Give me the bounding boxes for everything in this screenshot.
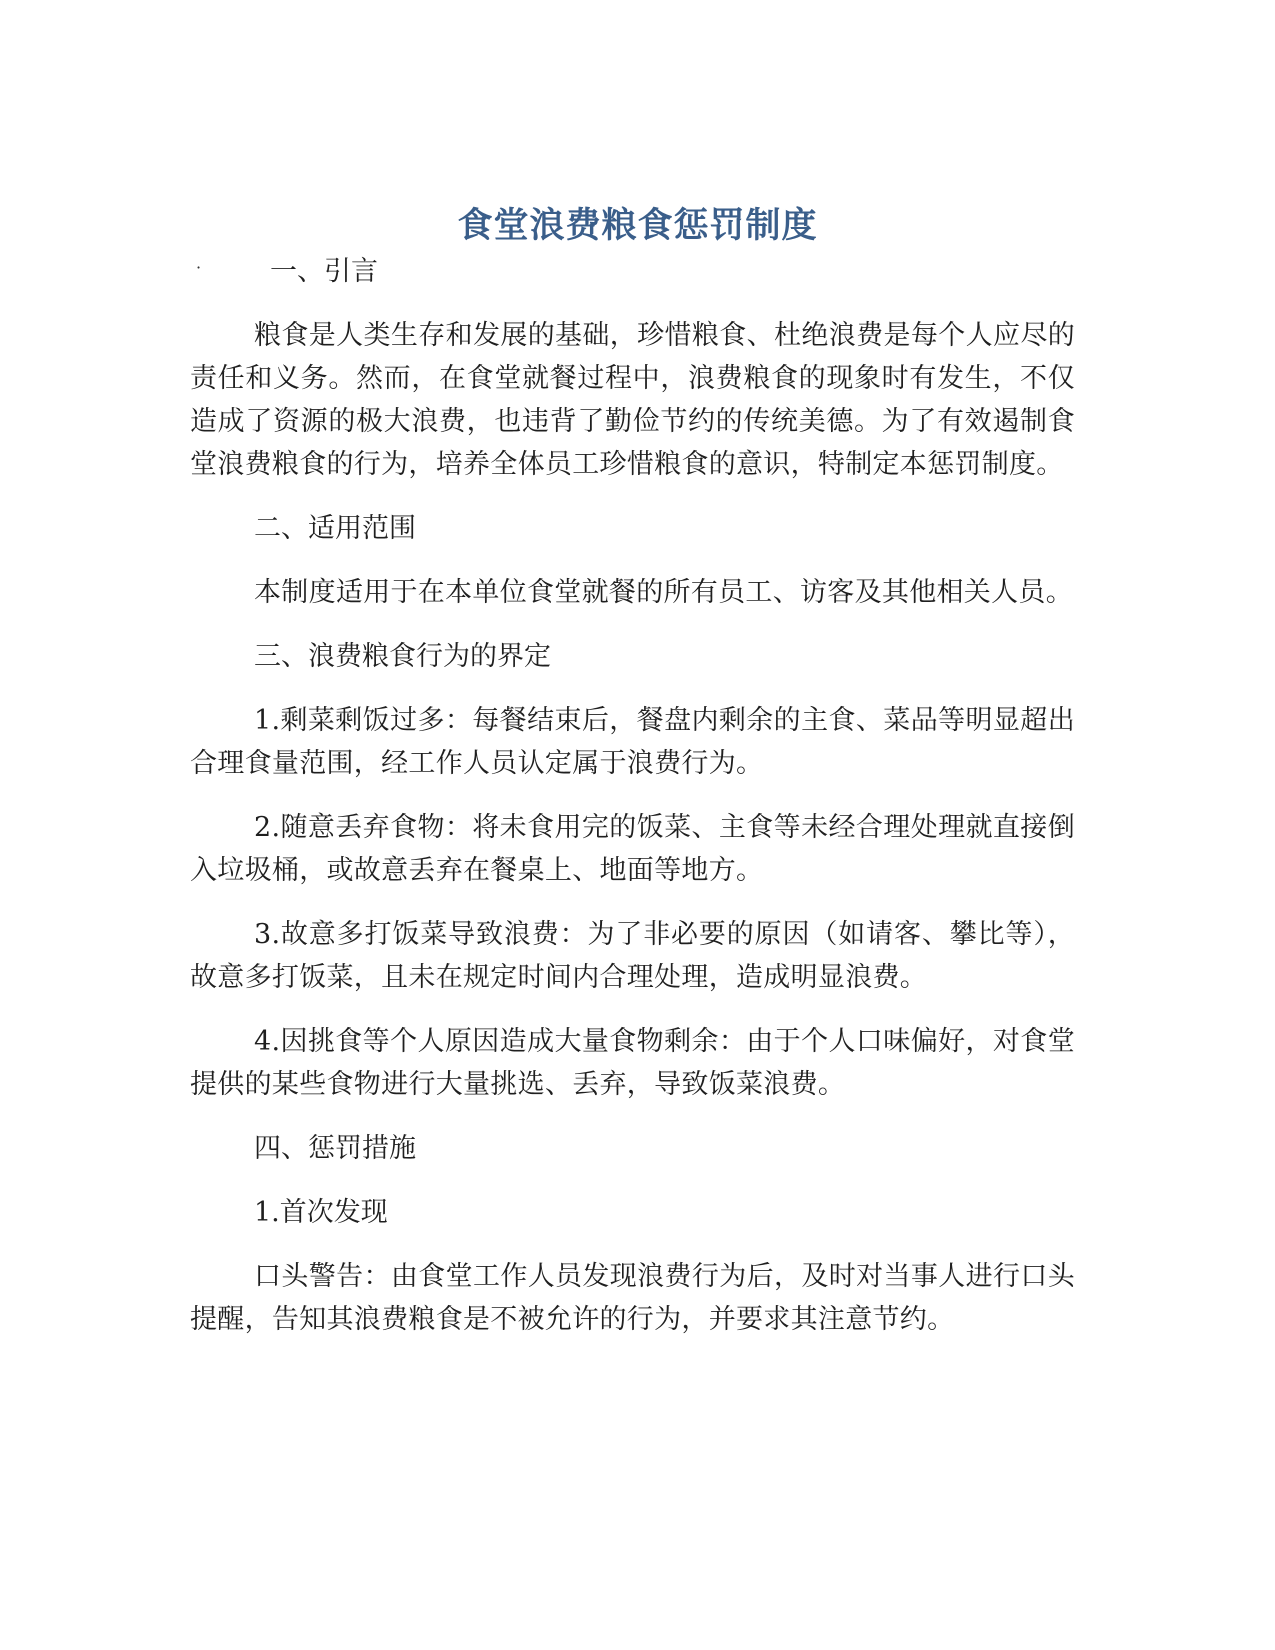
list-item-definition-2: 2.随意丢弃食物：将未食用完的饭菜、主食等未经合理处理就直接倒入垃圾桶，或故意丢弃在餐桌上、地面等地方。 — [190, 812, 1075, 886]
document-title: 食堂浪费粮食惩罚制度 — [457, 206, 818, 246]
paragraph-intro: 粮食是人类生存和发展的基础，珍惜粮食、杜绝浪费是每个人应尽的责任和义务。然而，在食堂就餐过程中，浪费粮食的现象时有发生，不仅造成了资源的极大浪费，也违背了勤俭节约的传统美德。为了有效遏制食堂浪费粮食的行为，培养全体员工珍惜粮食的意识，特制定本惩罚制度。 — [190, 320, 1075, 480]
list-item-definition-1: 1.剩菜剩饭过多：每餐结束后，餐盘内剩余的主食、菜品等明显超出合理食量范围，经工作人员认定属于浪费行为。 — [190, 705, 1075, 779]
document-body — [190, 250, 1075, 1362]
subsection-heading-first-offense: 1.首次发现 — [254, 1197, 388, 1228]
list-item-definition-4: 4.因挑食等个人原因造成大量食物剩余：由于个人口味偏好，对食堂提供的某些食物进行大量挑选、丢弃，导致饭菜浪费。 — [190, 1026, 1075, 1100]
paragraph-verbal-warning: 口头警告：由食堂工作人员发现浪费行为后，及时对当事人进行口头提醒，告知其浪费粮食是不被允许的行为，并要求其注意节约。 — [190, 1261, 1075, 1335]
section-heading-scope: 二、适用范围 — [254, 513, 416, 544]
section-heading-intro: 一、引言 — [270, 256, 378, 287]
section-heading-definition: 三、浪费粮食行为的界定 — [254, 641, 551, 672]
section-heading-penalties: 四、惩罚措施 — [254, 1133, 416, 1164]
list-item-definition-3: 3.故意多打饭菜导致浪费：为了非必要的原因（如请客、攀比等），故意多打饭菜，且未在规定时间内合理处理，造成明显浪费。 — [190, 919, 1075, 993]
bullet-marker: · — [196, 258, 202, 277]
paragraph-scope: 本制度适用于在本单位食堂就餐的所有员工、访客及其他相关人员。 — [254, 577, 1073, 608]
